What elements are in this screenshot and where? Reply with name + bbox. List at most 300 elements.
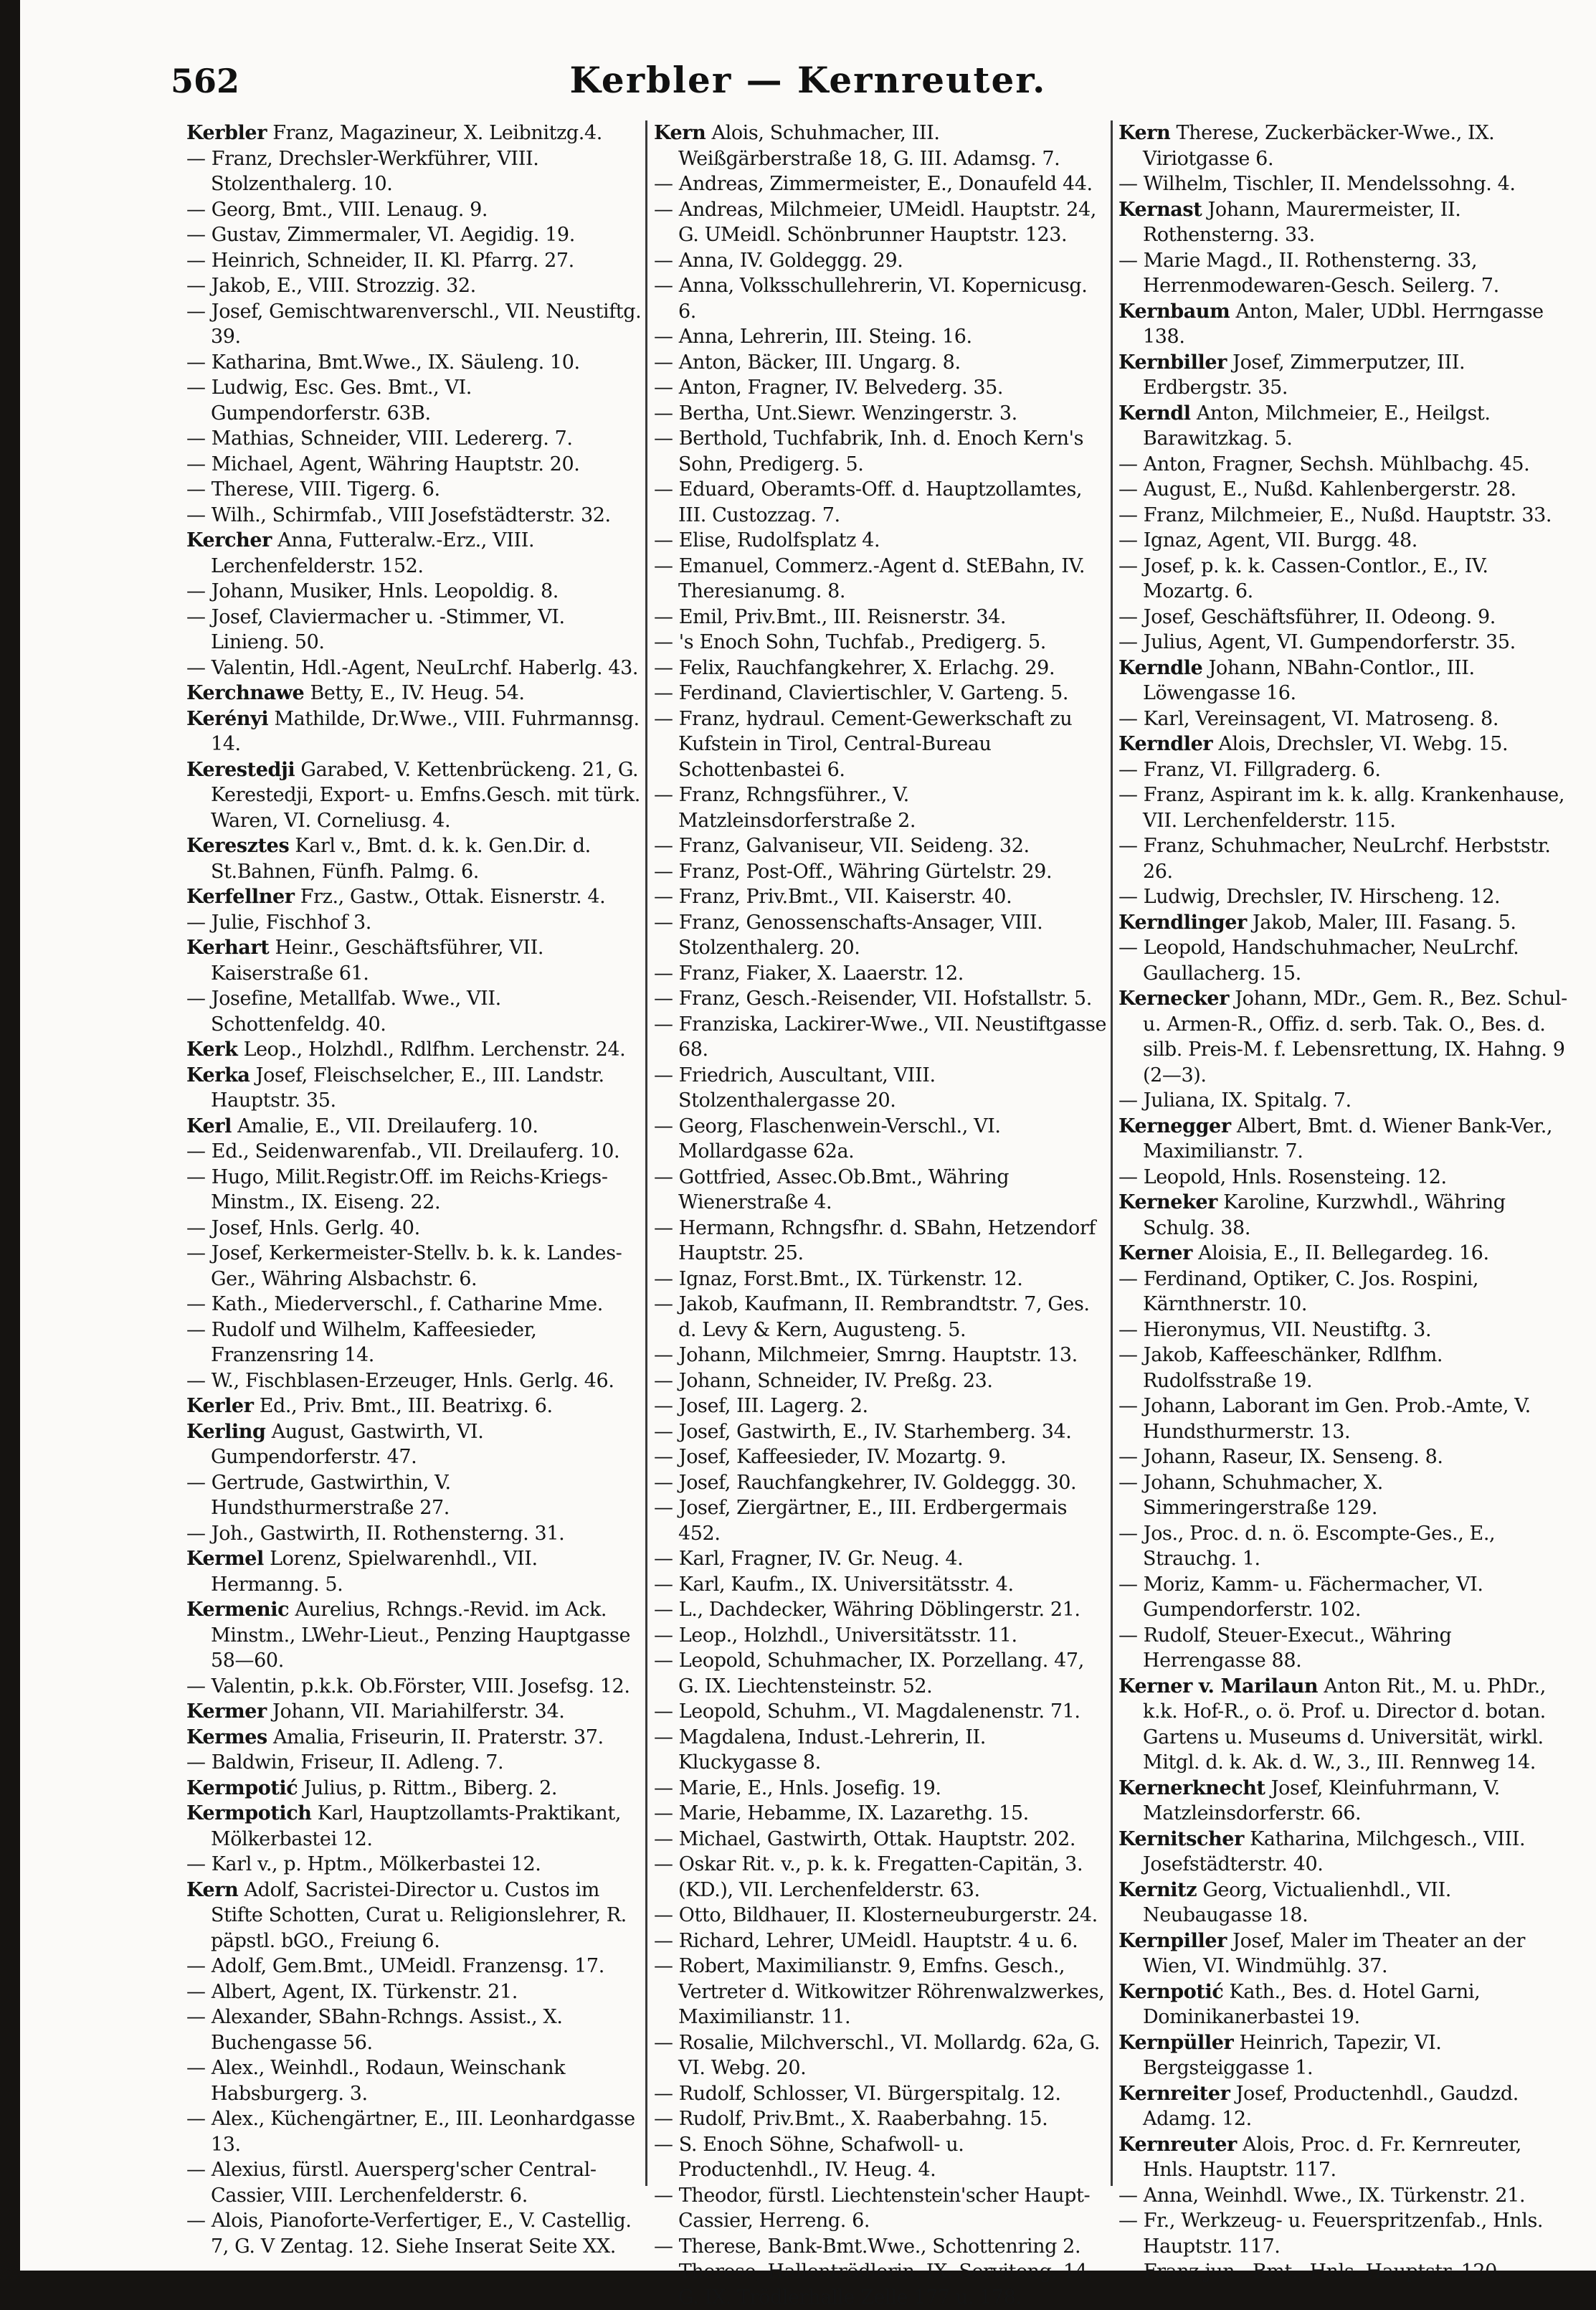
- entry-details: Johann, MDr., Gem. R., Bez. Schul- u. Armen-R., Offiz. d. serb. Tak. O., Bes. d. silb. Preis-M. f. Lebensrettung, IX. Hahng. 9 (2—3).: [1143, 988, 1567, 1087]
- page-number: 562: [171, 62, 240, 100]
- entry-details: Karl, Hauptzollamts-Praktikant, Mölkerbastei 12.: [211, 1802, 622, 1850]
- directory-entry: [654, 782, 1109, 833]
- directory-entry: [186, 1674, 642, 1700]
- directory-entry: [654, 248, 1109, 274]
- entry-details: — Rudolf und Wilhelm, Kaffeesieder, Franzensring 14.: [186, 1318, 537, 1366]
- directory-entry: [654, 2132, 1109, 2183]
- column-left: [186, 120, 642, 2258]
- directory-entry: [654, 350, 1109, 376]
- directory-entry: [186, 884, 642, 910]
- directory-entry: [1118, 197, 1574, 248]
- directory-entry: [654, 1292, 1109, 1343]
- entry-details: — Theodor, fürstl. Liechtenstein'scher Haupt-Cassier, Herreng. 6.: [654, 2184, 1091, 2232]
- directory-entry: [654, 884, 1109, 910]
- entry-surname: Kerka: [186, 1064, 250, 1087]
- directory-entry: [1118, 706, 1574, 732]
- directory-entry: [654, 1012, 1109, 1063]
- directory-entry: [654, 2259, 1109, 2310]
- entry-details: — Wilhelm, Tischler, II. Mendelssohng. 4.: [1118, 173, 1516, 195]
- entry-details: Alois, Proc. d. Fr. Kernreuter, Hnls. Hauptstr. 117.: [1143, 2133, 1521, 2181]
- entry-details: — Franz, Aspirant im k. k. allg. Krankenhause, VII. Lerchenfelderstr. 115.: [1118, 784, 1565, 832]
- entry-details: — Josef, Claviermacher u. -Stimmer, VI. Linieng. 50.: [186, 605, 565, 653]
- directory-entry: [1118, 1623, 1574, 1674]
- entry-details: — Emil, Priv.Bmt., III. Reisnerstr. 34.: [654, 605, 1007, 628]
- directory-entry: [1118, 171, 1574, 197]
- entry-surname: Kernegger: [1118, 1114, 1231, 1137]
- entry-details: — Therese, VIII. Tigerg. 6.: [186, 478, 440, 501]
- entry-details: Aurelius, Rchngs.-Revid. im Ack. Minstm., LWehr-Lieut., Penzing Hauptgasse 58—60.: [211, 1599, 631, 1672]
- directory-entry: [186, 1750, 642, 1776]
- entry-surname: Kernitz: [1118, 1878, 1197, 1901]
- entry-details: — Anton, Fragner, Sechsh. Mühlbachg. 45.: [1118, 453, 1530, 475]
- entry-details: — Leopold, Schuhmacher, IX. Porzellang. 47, G. IX. Liechtensteinstr. 52.: [654, 1649, 1084, 1698]
- directory-entry: [654, 1572, 1109, 1598]
- entry-details: — Hieronymus, VII. Neustiftg. 3.: [1118, 1318, 1432, 1341]
- directory-entry: [654, 1216, 1109, 1267]
- entry-details: — Johann, Laborant im Gen. Prob.-Amte, V. Hundsthurmerstr. 13.: [1118, 1395, 1531, 1443]
- entry-details: Frz., Gastw., Ottak. Eisnerstr. 4.: [294, 886, 606, 908]
- directory-entry: [654, 375, 1109, 401]
- directory-entry: [654, 1470, 1109, 1496]
- directory-entry: [186, 757, 642, 834]
- entry-details: — Andreas, Milchmeier, UMeidl. Hauptstr. 24, G. UMeidl. Schönbrunner Hauptstr. 123.: [654, 198, 1096, 246]
- entry-details: — Heinrich, Schneider, II. Kl. Pfarrg. 27.: [186, 249, 574, 272]
- entry-details: — Richard, Lehrer, UMeidl. Hauptstr. 4 u. 6.: [654, 1929, 1078, 1952]
- entry-details: — Franz, Priv.Bmt., VII. Kaiserstr. 40.: [654, 886, 1012, 908]
- entry-details: — Fr., Werkzeug- u. Feuerspritzenfab., Hnls. Hauptstr. 117.: [1118, 2210, 1544, 2258]
- directory-entry: [1118, 1521, 1574, 1572]
- directory-entry: [186, 655, 642, 681]
- entry-details: — Valentin, Hdl.-Agent, NeuLrchf. Haberlg. 43.: [186, 656, 639, 679]
- directory-entry: [1118, 1827, 1574, 1878]
- entry-surname: Kernpiller: [1118, 1929, 1227, 1952]
- page-header: [20, 52, 1596, 116]
- entry-details: — Mathias, Schneider, VIII. Ledererg. 7.: [186, 427, 573, 450]
- entry-details: Anton, Maler, UDbl. Herrngasse 138.: [1143, 300, 1544, 348]
- entry-details: — Jakob, Kaffeeschänker, Rdlfhm. Rudolfsstraße 19.: [1118, 1344, 1443, 1392]
- entry-details: Anton Rit., M. u. PhDr., k.k. Hof-R., o. ö. Prof. u. Director d. botan. Gartens u. Museums d. Universität, wirkl. Mitgl. d. k. Ak. d. W., 3., III. Rennweg 14.: [1143, 1675, 1546, 1774]
- entry-details: Betty, E., IV. Heug. 54.: [304, 682, 525, 704]
- directory-entry: [186, 1597, 642, 1674]
- column-right: [1118, 120, 1574, 2283]
- directory-entry: [186, 1954, 642, 1979]
- entry-details: — Karl v., p. Hptm., Mölkerbastei 12.: [186, 1853, 541, 1875]
- directory-entry: [654, 273, 1109, 324]
- directory-entry: [654, 1725, 1109, 1776]
- entry-surname: Kermpotich: [186, 1802, 312, 1824]
- entry-details: — Franz, Post-Off., Währing Gürtelstr. 29.: [654, 860, 1053, 883]
- entry-details: Julius, p. Rittm., Biberg. 2.: [298, 1776, 558, 1799]
- directory-entry: [654, 986, 1109, 1012]
- entry-surname: Kerndle: [1118, 656, 1203, 679]
- directory-entry: [654, 1165, 1109, 1216]
- directory-entry: [654, 859, 1109, 885]
- directory-entry: [1118, 452, 1574, 478]
- directory-entry: [654, 833, 1109, 859]
- running-head: Kerbler — Kernreuter.: [569, 59, 1047, 101]
- directory-entry: [186, 1419, 642, 1470]
- directory-entry: [1118, 910, 1574, 936]
- directory-entry: [654, 401, 1109, 427]
- directory-entry: [186, 1878, 642, 1954]
- directory-entry: [1118, 732, 1574, 757]
- column-rule: [645, 120, 647, 2186]
- entry-details: Heinrich, Tapezir, VI. Bergsteiggasse 1.: [1143, 2031, 1442, 2079]
- directory-entry: [186, 273, 642, 299]
- directory-entry: [1118, 2183, 1574, 2209]
- directory-entry: [1118, 2208, 1574, 2259]
- directory-entry: [186, 2004, 642, 2055]
- entry-surname: Kern: [186, 1878, 239, 1901]
- entry-surname: Kernecker: [1118, 988, 1230, 1010]
- entry-details: — Franz, Genossenschafts-Ansager, VIII. Stolzenthalerg. 20.: [654, 911, 1043, 959]
- directory-entry: [654, 1699, 1109, 1725]
- entry-details: Therese, Zuckerbäcker-Wwe., IX. Viriotgasse 6.: [1143, 122, 1495, 170]
- entry-details: — Anna, Lehrerin, III. Steing. 16.: [654, 326, 972, 348]
- entry-surname: Kerestedji: [186, 758, 295, 781]
- entry-details: — Juliana, IX. Spitalg. 7.: [1118, 1089, 1352, 1112]
- entry-surname: Kernbiller: [1118, 351, 1227, 374]
- directory-entry: [186, 1292, 642, 1317]
- entry-details: — Johann, Musiker, Hnls. Leopoldig. 8.: [186, 580, 559, 602]
- directory-entry: [186, 477, 642, 503]
- entry-details: — Marie, Hebamme, IX. Lazarethg. 15.: [654, 1802, 1029, 1824]
- entry-details: — August, E., Nußd. Kahlenbergerstr. 28.: [1118, 478, 1516, 501]
- entry-surname: Kerk: [186, 1038, 238, 1061]
- entry-details: — Julius, Agent, VI. Gumpendorferstr. 35.: [1118, 631, 1516, 653]
- directory-entry: [186, 2157, 642, 2208]
- entry-details: — Friedrich, Auscultant, VIII. Stolzenthalergasse 20.: [654, 1064, 936, 1112]
- entry-surname: Kerfellner: [186, 886, 295, 908]
- entry-surname: Kerneker: [1118, 1191, 1217, 1213]
- directory-entry: [1118, 655, 1574, 706]
- entry-details: — Jos., Proc. d. n. ö. Escompte-Ges., E., Strauchg. 1.: [1118, 1522, 1496, 1570]
- entry-surname: Kermer: [186, 1700, 267, 1723]
- entry-details: — Gottfried, Assec.Ob.Bmt., Währing Wienerstraße 4.: [654, 1165, 1010, 1213]
- directory-entry: [654, 1827, 1109, 1852]
- directory-entry: [654, 2106, 1109, 2132]
- entry-details: — Elise, Rudolfsplatz 4.: [654, 529, 880, 552]
- entry-surname: Kerner: [1118, 1242, 1192, 1264]
- entry-details: — Magdalena, Indust.-Lehrerin, II. Kluckygasse 8.: [654, 1726, 986, 1774]
- entry-surname: Kerner v. Marilaun: [1118, 1675, 1319, 1698]
- directory-entry: [654, 1368, 1109, 1394]
- entry-details: — Josef, p. k. k. Cassen-Contlor., E., IV. Mozartg. 6.: [1118, 554, 1488, 602]
- directory-entry: [654, 1063, 1109, 1114]
- entry-details: — Josef, Hnls. Gerlg. 40.: [186, 1216, 420, 1239]
- directory-entry: [1118, 299, 1574, 350]
- directory-entry: [186, 1521, 642, 1547]
- directory-entry: [186, 986, 642, 1037]
- entry-details: — Josef, Rauchfangkehrer, IV. Goldeggg. 30.: [654, 1471, 1077, 1494]
- entry-details: — Karl, Fragner, IV. Gr. Neug. 4.: [654, 1548, 964, 1570]
- directory-entry: [1118, 401, 1574, 452]
- entry-details: Leop., Holzhdl., Rdlfhm. Lerchenstr. 24.: [237, 1038, 626, 1061]
- entry-details: — Johann, Raseur, IX. Senseng. 8.: [1118, 1446, 1443, 1468]
- directory-entry: [654, 1623, 1109, 1649]
- entry-details: — Josef, Gemischtwarenverschl., VII. Neustiftg. 39.: [186, 300, 642, 348]
- entry-details: Kath., Bes. d. Hotel Garni, Dominikanerbastei 19.: [1143, 1980, 1481, 2028]
- entry-surname: Kercher: [186, 529, 272, 552]
- entry-details: — Franz, Fiaker, X. Laaerstr. 12.: [654, 962, 964, 985]
- directory-entry: [186, 1699, 642, 1725]
- directory-entry: [1118, 605, 1574, 630]
- directory-entry: [186, 146, 642, 197]
- entry-details: — Alexander, SBahn-Rchngs. Assist., X. Buchengasse 56.: [186, 2006, 563, 2054]
- entry-surname: Kerling: [186, 1420, 266, 1443]
- entry-details: — Michael, Gastwirth, Ottak. Hauptstr. 202.: [654, 1827, 1076, 1850]
- directory-entry: [1118, 833, 1574, 884]
- directory-entry: [1118, 884, 1574, 910]
- directory-entry: [1118, 1343, 1574, 1393]
- directory-entry: [1118, 1317, 1574, 1343]
- directory-entry: [186, 706, 642, 757]
- directory-entry: [1118, 1928, 1574, 1979]
- entry-details: Georg, Victualienhdl., VII. Neubaugasse 18.: [1143, 1878, 1451, 1926]
- entry-details: — Josef, Geschäftsführer, II. Odeong. 9.: [1118, 605, 1496, 628]
- column-middle: [654, 120, 1109, 2309]
- directory-entry: [654, 630, 1109, 655]
- entry-surname: Kernreuter: [1118, 2133, 1237, 2156]
- entry-surname: Kern: [1118, 122, 1171, 144]
- entry-details: — S. Enoch Söhne, Schafwoll- u. Productenhdl., IV. Heug. 4.: [654, 2133, 964, 2181]
- entry-details: Anton, Milchmeier, E., Heilgst. Barawitzkag. 5.: [1143, 402, 1491, 450]
- entry-details: — Michael, Agent, Währing Hauptstr. 20.: [186, 453, 580, 475]
- directory-entry: [1118, 1776, 1574, 1827]
- entry-details: Josef, Fleischselcher, E., III. Landstr. Hauptstr. 35.: [211, 1064, 604, 1112]
- entry-details: — Franz, Milchmeier, E., Nußd. Hauptstr. 33.: [1118, 503, 1552, 526]
- directory-entry: [186, 222, 642, 248]
- directory-entry: [186, 528, 642, 579]
- entry-details: — Franz jun., Bmt., Hnls. Hauptstr. 120.: [1118, 2261, 1504, 2283]
- directory-entry: [654, 1546, 1109, 1572]
- directory-entry: [654, 120, 1109, 171]
- directory-entry: [186, 1979, 642, 2005]
- entry-details: — Moriz, Kamm- u. Fächermacher, VI. Gumpendorferstr. 102.: [1118, 1573, 1483, 1621]
- directory-page: [20, 0, 1596, 2309]
- entry-details: — Eduard, Oberamts-Off. d. Hauptzollamtes, III. Custozzag. 7.: [654, 478, 1083, 526]
- directory-entry: [654, 1419, 1109, 1445]
- directory-entry: [654, 1776, 1109, 1802]
- entry-details: — Gertrude, Gastwirthin, V. Hundsthurmerstraße 27.: [186, 1471, 451, 1519]
- directory-entry: [1118, 2132, 1574, 2183]
- entry-details: — Josef, III. Lagerg. 2.: [654, 1395, 868, 1417]
- entry-details: — Rudolf, Steuer-Execut., Währing Herrengasse 88.: [1118, 1624, 1452, 1672]
- entry-details: — Ferdinand, Claviertischler, V. Garteng. 5.: [654, 682, 1069, 704]
- directory-entry: [186, 2208, 642, 2259]
- directory-entry: [654, 706, 1109, 783]
- directory-entry: [1118, 2259, 1574, 2285]
- directory-entry: [186, 833, 642, 884]
- entry-details: Josef, Maler im Theater an der Wien, VI. Windmühlg. 37.: [1143, 1929, 1525, 1977]
- entry-details: — Valentin, p.k.k. Ob.Förster, VIII. Josefsg. 12.: [186, 1675, 630, 1698]
- entry-surname: Kerndl: [1118, 402, 1191, 425]
- entry-details: Josef, Productenhdl., Gaudzd. Adamg. 12.: [1143, 2082, 1519, 2130]
- directory-entry: [654, 605, 1109, 630]
- entry-details: — Ferdinand, Optiker, C. Jos. Rospini, Kärnthnerstr. 10.: [1118, 1267, 1479, 1315]
- directory-entry: [654, 681, 1109, 706]
- directory-entry: [1118, 503, 1574, 529]
- directory-entry: [186, 2106, 642, 2157]
- entry-details: — Anton, Bäcker, III. Ungarg. 8.: [654, 351, 961, 374]
- directory-entry: [186, 1546, 642, 1597]
- entry-surname: Keresztes: [186, 835, 290, 857]
- entry-details: Karoline, Kurzwhdl., Währing Schulg. 38.: [1143, 1191, 1506, 1239]
- entry-details: — Karl, Vereinsagent, VI. Matroseng. 8.: [1118, 707, 1499, 730]
- entry-details: — Wilh., Schirmfab., VIII Josefstädterstr. 32.: [186, 503, 611, 526]
- directory-entry: [654, 1597, 1109, 1623]
- entry-surname: Kerényi: [186, 707, 269, 730]
- entry-details: — Bertha, Unt.Siewr. Wenzingerstr. 3.: [654, 402, 1017, 425]
- entry-details: Alois, Drechsler, VI. Webg. 15.: [1212, 733, 1509, 755]
- directory-entry: [186, 1725, 642, 1751]
- directory-entry: [186, 1216, 642, 1241]
- directory-entry: [654, 1648, 1109, 1699]
- entry-details: — Johann, Schuhmacher, X. Simmeringerstraße 129.: [1118, 1471, 1383, 1519]
- entry-details: Josef, Zimmerputzer, III. Erdbergstr. 35.: [1143, 351, 1466, 399]
- entry-details: — Johann, Milchmeier, Smrng. Hauptstr. 13.: [654, 1344, 1078, 1366]
- directory-entry: [654, 554, 1109, 605]
- directory-entry: [186, 1241, 642, 1292]
- entry-details: — Adolf, Gem.Bmt., UMeidl. Franzensg. 17.: [186, 1955, 604, 1977]
- directory-entry: [654, 528, 1109, 554]
- entry-details: Johann, Maurermeister, II. Rothensterng. 33.: [1143, 198, 1461, 246]
- entry-details: — Franz, Gesch.-Reisender, VII. Hofstallstr. 5.: [654, 988, 1092, 1010]
- entry-surname: Kerl: [186, 1114, 232, 1137]
- directory-entry: [1118, 757, 1574, 783]
- directory-entry: [1118, 986, 1574, 1088]
- entry-details: — Georg, Flaschenwein-Verschl., VI. Mollardgasse 62a.: [654, 1114, 1001, 1163]
- entry-details: — Josefine, Metallfab. Wwe., VII. Schottenfeldg. 40.: [186, 988, 501, 1036]
- column-rule: [1111, 120, 1113, 2186]
- directory-entry: [186, 1317, 642, 1368]
- directory-entry: [186, 1368, 642, 1394]
- entry-details: — Josef, Gastwirth, E., IV. Starhemberg. 34.: [654, 1420, 1072, 1443]
- directory-entry: [1118, 350, 1574, 401]
- entry-details: — Franz, Rchngsführer., V. Matzleinsdorferstraße 2.: [654, 784, 916, 832]
- entry-details: — Marie, E., Hnls. Josefig. 19.: [654, 1776, 941, 1799]
- directory-entry: [654, 655, 1109, 681]
- entry-details: Mathilde, Dr.Wwe., VIII. Fuhrmannsg. 14.: [211, 707, 640, 755]
- directory-entry: [654, 171, 1109, 197]
- directory-entry: [654, 1444, 1109, 1470]
- entry-details: — Rosalie, Milchverschl., VI. Mollardg. 62a, G. VI. Webg. 20.: [654, 2031, 1101, 2079]
- directory-entry: [654, 324, 1109, 350]
- directory-entry: [1118, 554, 1574, 605]
- entry-details: — Otto, Bildhauer, II. Klosterneuburgerstr. 24.: [654, 1904, 1098, 1926]
- entry-details: — Jakob, E., VIII. Strozzig. 32.: [186, 275, 476, 297]
- entry-details: Josef, Kleinfuhrmann, V. Matzleinsdorferstr. 66.: [1143, 1776, 1500, 1824]
- entry-details: Heinr., Geschäftsführer, VII. Kaiserstraße 61.: [211, 937, 544, 985]
- directory-entry: [186, 935, 642, 986]
- entry-details: — Julie, Fischhof 3.: [186, 911, 371, 934]
- directory-entry: [1118, 120, 1574, 171]
- entry-surname: Kernpotić: [1118, 1980, 1224, 2003]
- directory-entry: [1118, 1088, 1574, 1114]
- directory-entry: [654, 1954, 1109, 2030]
- entry-details: — Franz, hydraul. Cement-Gewerkschaft zu Kufstein in Tirol, Central-Bureau Schottenbastei 6.: [654, 707, 1073, 781]
- entry-details: — Johann, Schneider, IV. Preßg. 23.: [654, 1369, 993, 1392]
- directory-entry: [1118, 1165, 1574, 1190]
- entry-details: — Joh., Gastwirth, II. Rothensterng. 31.: [186, 1522, 565, 1545]
- directory-entry: [1118, 477, 1574, 503]
- entry-details: — Franz, VI. Fillgraderg. 6.: [1118, 758, 1381, 781]
- entry-surname: Kerhart: [186, 937, 270, 959]
- entry-details: Amalie, E., VII. Dreilauferg. 10.: [231, 1114, 538, 1137]
- entry-details: — Berthold, Tuchfabrik, Inh. d. Enoch Kern's Sohn, Predigerg. 5.: [654, 427, 1084, 475]
- entry-details: — Katharina, Bmt.Wwe., IX. Säuleng. 10.: [186, 351, 580, 374]
- directory-entry: [186, 1393, 642, 1419]
- entry-details: — Ignaz, Agent, VII. Burgg. 48.: [1118, 529, 1417, 552]
- entry-details: Johann, NBahn-Contlor., III. Löwengasse 16.: [1143, 656, 1475, 704]
- directory-entry: [1118, 1444, 1574, 1470]
- directory-entry: [654, 2030, 1109, 2081]
- directory-entry: [186, 1063, 642, 1114]
- directory-entry: [654, 1852, 1109, 1903]
- entry-details: — Andreas, Zimmermeister, E., Donaufeld 44.: [654, 173, 1093, 195]
- entry-details: — W., Fischblasen-Erzeuger, Hnls. Gerlg. 46.: [186, 1369, 614, 1392]
- entry-details: — Franziska, Lackirer-Wwe., VII. Neustiftgasse 68.: [654, 1013, 1107, 1061]
- directory-entry: [186, 452, 642, 478]
- entry-surname: Kernbaum: [1118, 300, 1230, 323]
- entry-details: Jakob, Maler, III. Fasang. 5.: [1246, 911, 1516, 934]
- entry-details: — Ludwig, Drechsler, IV. Hirscheng. 12.: [1118, 886, 1501, 908]
- directory-entry: [654, 2183, 1109, 2234]
- directory-entry: [654, 910, 1109, 961]
- entry-surname: Kernerknecht: [1118, 1776, 1265, 1799]
- entry-surname: Kernpüller: [1118, 2031, 1234, 2054]
- entry-details: Aloisia, E., II. Bellegardeg. 16.: [1192, 1242, 1489, 1264]
- directory-entry: [186, 299, 642, 350]
- entry-details: — Gustav, Zimmermaler, VI. Aegidig. 19.: [186, 224, 575, 246]
- directory-entry: [1118, 1674, 1574, 1776]
- entry-details: Franz, Magazineur, X. Leibnitzg.4.: [267, 122, 602, 144]
- entry-details: — Anna, Weinhdl. Wwe., IX. Türkenstr. 21.: [1118, 2184, 1526, 2207]
- directory-entry: [186, 1801, 642, 1852]
- directory-entry: [654, 426, 1109, 477]
- entry-details: Katharina, Milchgesch., VIII. Josefstädterstr. 40.: [1143, 1827, 1526, 1875]
- entry-details: Karl v., Bmt. d. k. k. Gen.Dir. d. St.Bahnen, Fünfh. Palmg. 6.: [211, 835, 591, 883]
- entry-details: — Robert, Maximilianstr. 9, Emfns. Gesch., Vertreter d. Witkowitzer Röhrenwalzwerkes, Maximilianstr. 11.: [654, 1955, 1105, 2028]
- entry-surname: Kernast: [1118, 198, 1202, 221]
- entry-details: August, Gastwirth, VI. Gumpendorferstr. 47.: [211, 1420, 484, 1468]
- entry-details: — Alois, Pianoforte-Verfertiger, E., V. Castellig. 7, G. V Zentag. 12. Siehe Inserat Seite XX.: [186, 2210, 632, 2258]
- entry-details: — Franz, Galvaniseur, VII. Seideng. 32.: [654, 835, 1030, 857]
- directory-entry: [1118, 1878, 1574, 1928]
- directory-entry: [1118, 1267, 1574, 1317]
- entry-surname: Kernreiter: [1118, 2082, 1230, 2105]
- directory-entry: [186, 681, 642, 706]
- entry-surname: Kernitscher: [1118, 1827, 1244, 1850]
- entry-details: — Rudolf, Schlosser, VI. Bürgerspitalg. 12.: [654, 2082, 1061, 2105]
- entry-details: — Alex., Weinhdl., Rodaun, Weinschank Habsburgerg. 3.: [186, 2057, 566, 2105]
- entry-details: — Baldwin, Friseur, II. Adleng. 7.: [186, 1751, 504, 1774]
- directory-entry: [186, 1114, 642, 1140]
- entry-details: Johann, VII. Mariahilferstr. 34.: [266, 1700, 565, 1723]
- directory-entry: [654, 1393, 1109, 1419]
- directory-entry: [654, 2234, 1109, 2260]
- directory-entry: [186, 350, 642, 376]
- directory-entry: [186, 375, 642, 426]
- entry-surname: Kerler: [186, 1395, 254, 1417]
- directory-entry: [654, 1903, 1109, 1928]
- entry-details: Albert, Bmt. d. Wiener Bank-Ver., Maximilianstr. 7.: [1143, 1114, 1553, 1163]
- entry-details: — Rudolf, Priv.Bmt., X. Raaberbahng. 15.: [654, 2108, 1048, 2130]
- entry-details: Garabed, V. Kettenbrückeng. 21, G. Kerestedji, Export- u. Emfns.Gesch. mit türk. Waren, VI. Corneliusg. 4.: [211, 758, 640, 832]
- directory-entry: [186, 579, 642, 605]
- directory-entry: [654, 197, 1109, 248]
- entry-details: Amalia, Friseurin, II. Praterstr. 37.: [267, 1726, 604, 1748]
